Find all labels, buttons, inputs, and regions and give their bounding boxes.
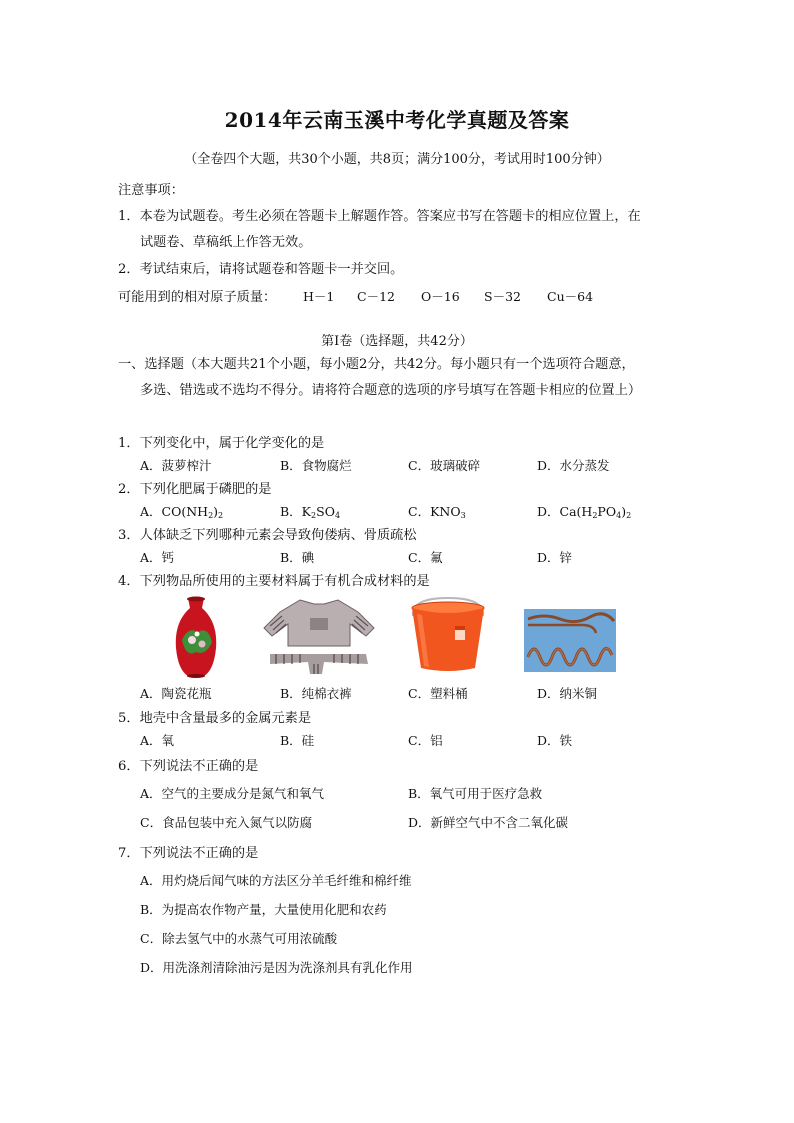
notice-item-2: 2．考试结束后，请将试题卷和答题卡一并交回。 xyxy=(118,262,404,277)
question-3-stem: 3．人体缺乏下列哪种元素会导致佝偻病、骨质疏松 xyxy=(118,528,417,543)
question-5-stem: 5．地壳中含量最多的金属元素是 xyxy=(118,711,312,726)
atomic-mass-o: O－16 xyxy=(421,289,460,304)
question-3-option-d: D．锌 xyxy=(537,550,573,565)
question-6-stem: 6．下列说法不正确的是 xyxy=(118,759,259,774)
question-3-option-c: C．氟 xyxy=(408,550,443,565)
question-4-option-b: B．纯棉衣裤 xyxy=(280,686,352,701)
atomic-mass-h: H－1 xyxy=(303,289,335,304)
question-5-option-c: C．铝 xyxy=(408,733,443,748)
question-2-option-c: C．$KNO_3$ xyxy=(408,504,466,520)
question-3-option-a: A．钙 xyxy=(140,550,175,565)
question-2-option-d: D．$Ca(H_2PO_4)_2$ xyxy=(537,504,632,520)
question-7-option-c: C．除去氢气中的水蒸气可用浓硫酸 xyxy=(140,931,338,946)
question-5-option-b: B．硅 xyxy=(280,733,315,748)
question-2-stem: 2．下列化肥属于磷肥的是 xyxy=(118,482,272,497)
question-1-option-c: C．玻璃破碎 xyxy=(408,458,481,473)
atomic-mass-label: 可能用到的相对原子质量： xyxy=(118,290,277,305)
section-title: 第Ⅰ卷（选择题，共42分） xyxy=(321,334,473,349)
question-4-option-d: D．纳米铜 xyxy=(537,686,598,701)
question-1-stem: 1．下列变化中，属于化学变化的是 xyxy=(118,436,325,451)
question-7-option-d: D．用洗涤剂清除油污是因为洗涤剂具有乳化作用 xyxy=(140,960,413,975)
question-6-option-b: B．氧气可用于医疗急救 xyxy=(408,786,543,801)
question-4-option-a: A．陶瓷花瓶 xyxy=(140,686,212,701)
question-2-option-a: A．$CO(NH_2)_2$ xyxy=(140,504,224,520)
atomic-mass-s: S－32 xyxy=(484,289,521,304)
page-title: 2014年云南玉溪中考化学真题及答案 xyxy=(224,108,570,132)
question-7-option-b: B．为提高农作物产量，大量使用化肥和农药 xyxy=(140,902,387,917)
notice-heading: 注意事项： xyxy=(118,183,184,198)
section-instructions-1: 一、选择题（本大题共21个小题，每小题2分，共42分。每小题只有一个选项符合题意， xyxy=(118,357,635,372)
question-2-option-b: B．$K_2SO_4$ xyxy=(280,504,341,520)
question-1-option-b: B．食物腐烂 xyxy=(280,458,352,473)
vase-image xyxy=(172,596,220,678)
question-3-option-b: B．碘 xyxy=(280,550,315,565)
question-4-option-c: C．塑料桶 xyxy=(408,686,468,701)
question-7-option-a: A．用灼烧后闻气味的方法区分羊毛纤维和棉纤维 xyxy=(140,873,412,888)
question-1-option-d: D．水分蒸发 xyxy=(537,458,610,473)
question-6-option-c: C．食品包装中充入氮气以防腐 xyxy=(140,815,313,830)
question-1-option-a: A．菠萝榨汁 xyxy=(140,458,212,473)
notice-item-1: 1．本卷为试题卷。考生必须在答题卡上解题作答。答案应书写在答题卡的相应位置上，在 xyxy=(118,209,641,224)
question-4-stem: 4．下列物品所使用的主要材料属于有机合成材料的是 xyxy=(118,574,430,589)
plastic-bucket-image xyxy=(407,594,489,674)
atomic-mass-cu: Cu－64 xyxy=(547,289,594,304)
nano-copper-image xyxy=(524,609,616,672)
cotton-clothes-image xyxy=(262,598,376,676)
atomic-mass-c: C－12 xyxy=(357,289,395,304)
section-instructions-2: 多选、错选或不选均不得分。请将符合题意的选项的序号填写在答题卡相应的位置上） xyxy=(140,383,642,398)
question-6-option-a: A．空气的主要成分是氮气和氧气 xyxy=(140,786,325,801)
exam-info: （全卷四个大题，共30个小题，共8页；满分100分，考试用时100分钟） xyxy=(184,152,610,167)
question-5-option-a: A．氧 xyxy=(140,733,175,748)
notice-item-1-cont: 试题卷、草稿纸上作答无效。 xyxy=(140,235,312,250)
question-7-stem: 7．下列说法不正确的是 xyxy=(118,846,259,861)
question-6-option-d: D．新鲜空气中不含二氧化碳 xyxy=(408,815,569,830)
question-5-option-d: D．铁 xyxy=(537,733,573,748)
